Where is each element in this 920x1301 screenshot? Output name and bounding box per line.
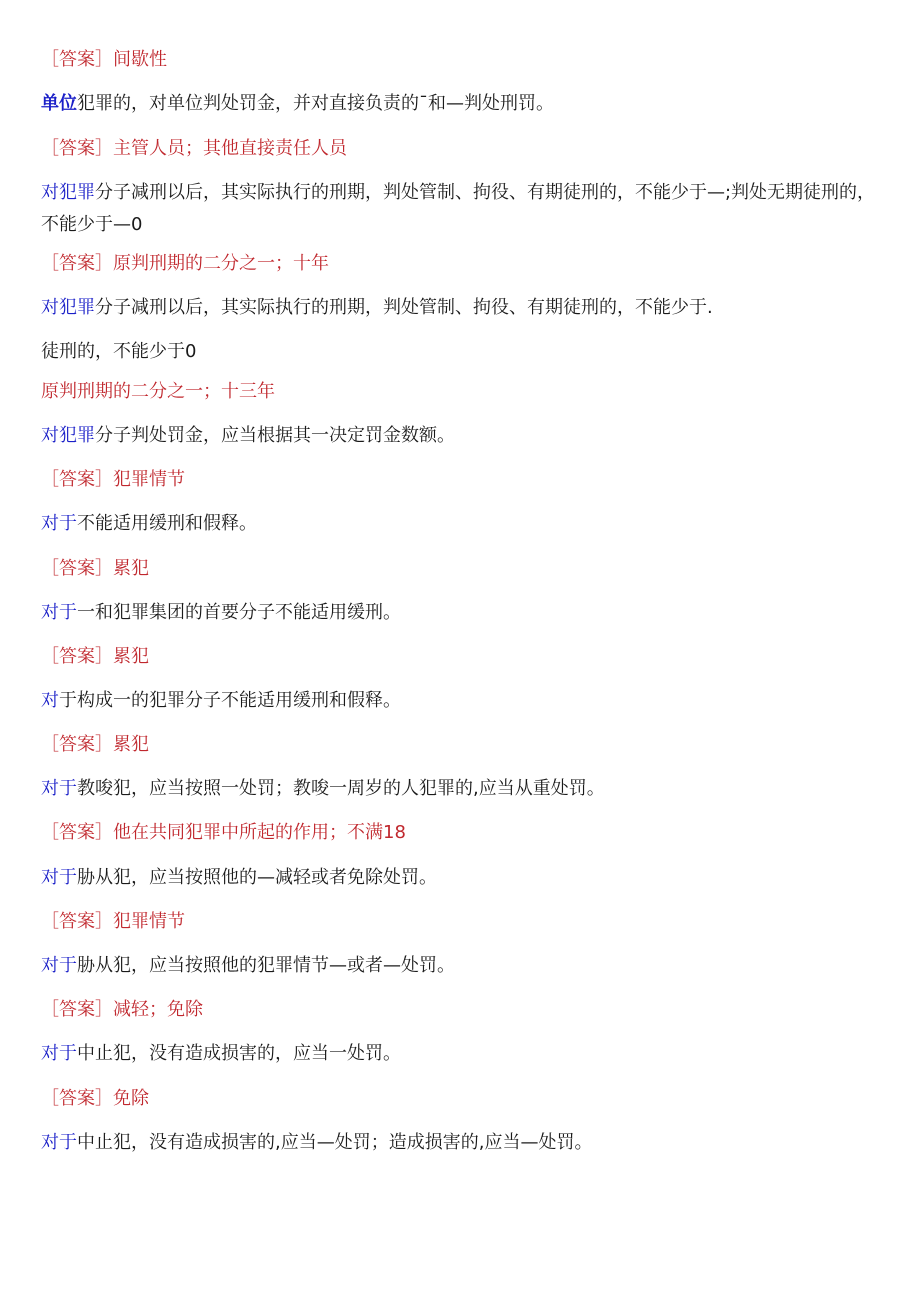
- question-lead: 对于: [41, 1043, 77, 1064]
- question-text: 不能适用缓刑和假释。: [77, 513, 257, 534]
- answer-line: ［答案］累犯: [41, 734, 149, 755]
- answer-line: ［答案］累犯: [41, 646, 149, 667]
- question-line: [41, 950, 880, 982]
- question-text: 胁从犯，应当按照他的犯罪情节—或者—处罚。: [77, 955, 455, 976]
- question-line: [41, 420, 880, 452]
- answer-line: ［答案］原判刑期的二分之一；十年: [41, 253, 329, 274]
- question-line: [41, 862, 880, 894]
- question-text: 一和犯罪集团的首要分子不能适用缓刑。: [77, 602, 401, 623]
- question-text: 中止犯，没有造成损害的,应当—处罚；造成损害的,应当—处罚。: [77, 1132, 593, 1153]
- question-text: 分子判处罚金，应当根据其一决定罚金数额。: [95, 425, 455, 446]
- question-text: 分子减刑以后，其实际执行的刑期，判处管制、拘役、有期徒刑的，不能少于.: [95, 297, 713, 318]
- answer-line: ［答案］他在共同犯罪中所起的作用；不满18: [41, 822, 406, 843]
- question-text: 于构成一的犯罪分子不能适用缓刑和假释。: [59, 690, 401, 711]
- question-line: [41, 177, 880, 241]
- answer-line: ［答案］累犯: [41, 558, 149, 579]
- answer-line: ［答案］主管人员；其他直接责任人员: [41, 138, 347, 159]
- question-lead: 对于: [41, 513, 77, 534]
- question-lead: 对犯罪: [41, 425, 95, 446]
- question-lead: 对犯罪: [41, 182, 95, 203]
- question-line: [41, 1127, 880, 1159]
- question-line: [41, 88, 880, 120]
- question-lead: 对犯罪: [41, 297, 95, 318]
- answer-line: ［答案］减轻；免除: [41, 999, 203, 1020]
- question-lead: 单位: [41, 93, 77, 114]
- question-lead: 对于: [41, 867, 77, 888]
- question-lead: 对于: [41, 602, 77, 623]
- answer-line: ［答案］犯罪情节: [41, 911, 185, 932]
- question-text: 犯罪的，对单位判处罚金，并对直接负责的¯和—判处刑罚。: [77, 93, 554, 114]
- question-line: [41, 1038, 880, 1070]
- question-line: [41, 773, 880, 805]
- question-text: 分子减刑以后，其实际执行的刑期，判处管制、拘役、有期徒刑的，不能少于—;判处无期徒刑的，不能少于—0: [41, 182, 876, 235]
- question-text: 中止犯，没有造成损害的，应当一处罚。: [77, 1043, 401, 1064]
- question-lead: 对: [41, 690, 59, 711]
- answer-line: ［答案］间歇性: [41, 49, 167, 70]
- question-line: [41, 685, 880, 717]
- question-line: [41, 597, 880, 629]
- question-text: 教唆犯，应当按照一处罚；教唆一周岁的人犯罪的,应当从重处罚。: [77, 778, 605, 799]
- question-text: 胁从犯，应当按照他的—减轻或者免除处罚。: [77, 867, 437, 888]
- answer-line: ［答案］免除: [41, 1088, 149, 1109]
- plain-line: 徒刑的，不能少于0: [41, 341, 197, 362]
- question-lead: 对于: [41, 955, 77, 976]
- question-line: [41, 292, 880, 324]
- question-line: [41, 508, 880, 540]
- question-lead: 对于: [41, 1132, 77, 1153]
- question-lead: 对于: [41, 778, 77, 799]
- answer-line: 原判刑期的二分之一；十三年: [41, 381, 275, 402]
- answer-line: ［答案］犯罪情节: [41, 469, 185, 490]
